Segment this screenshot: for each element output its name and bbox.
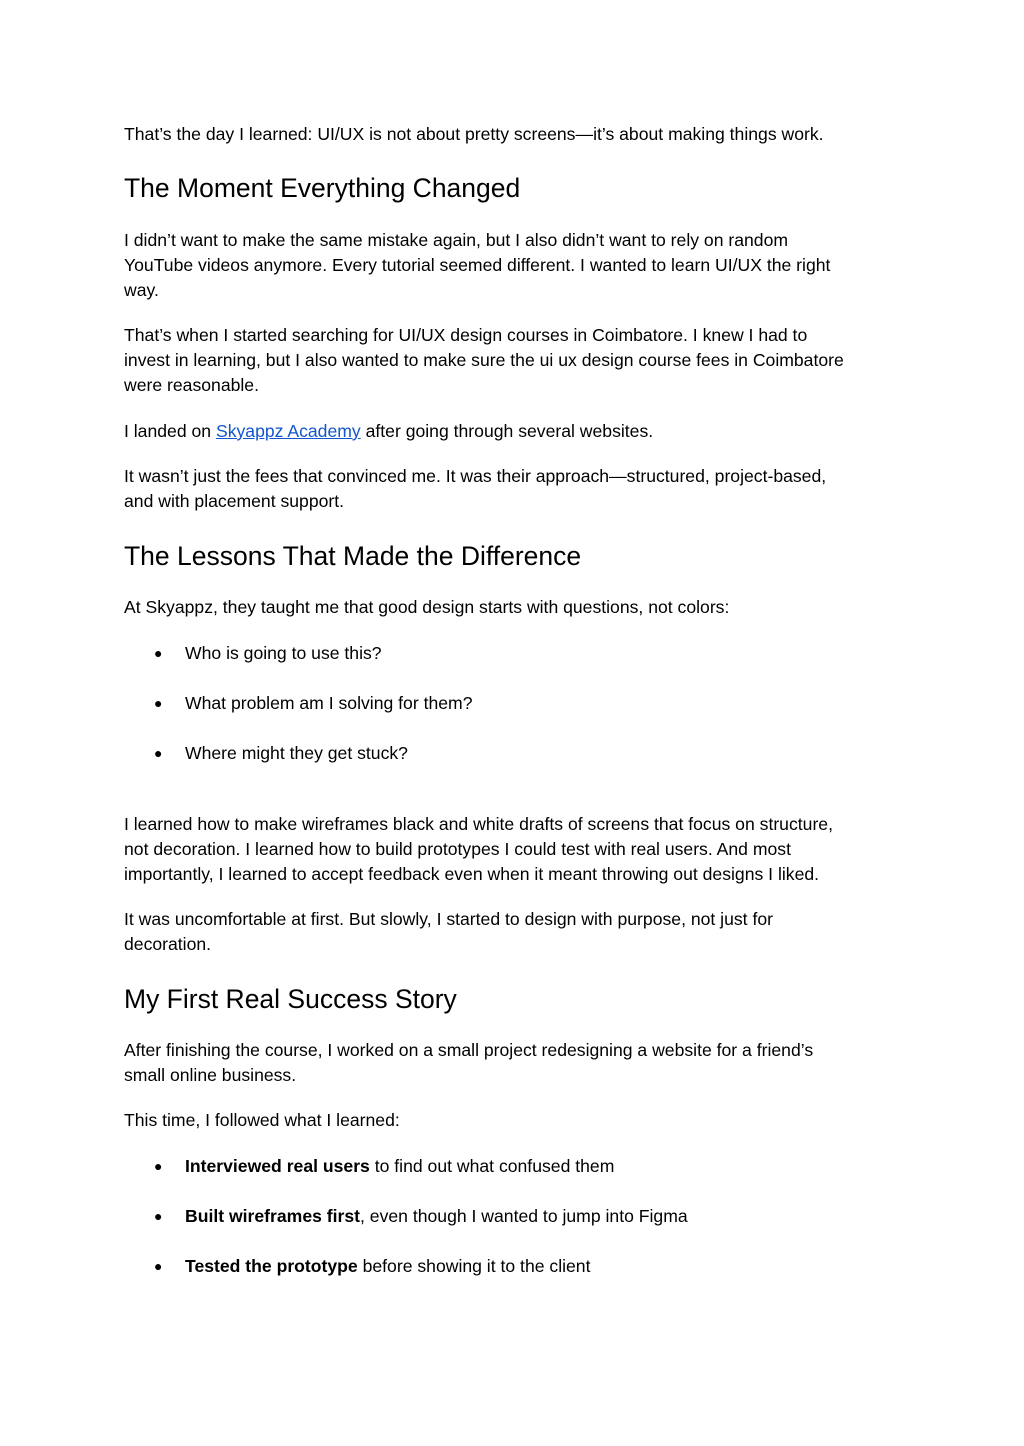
text-line: It wasn’t just the fees that convinced me. It was their approach—structured, project-based, bbox=[124, 466, 827, 486]
paragraph-landed-on bbox=[124, 419, 653, 444]
text-line: decoration. bbox=[124, 934, 212, 954]
text-line: After finishing the course, I worked on a small project redesigning a website for a friend’s bbox=[124, 1040, 814, 1060]
text-after-link: after going through several websites. bbox=[360, 421, 654, 441]
text-line: That’s when I started searching for UI/UX design courses in Coimbatore. I knew I had to bbox=[124, 325, 808, 345]
text-line: importantly, I learned to accept feedback even when it meant throwing out designs I liked. bbox=[124, 864, 820, 884]
text-line: invest in learning, but I also wanted to make sure the ui ux design course fees in Coimbatore bbox=[124, 350, 844, 370]
bullet-icon: ● bbox=[154, 1208, 163, 1224]
bold-text: Built wireframes first bbox=[185, 1206, 361, 1226]
text-line: I learned how to make wireframes black and white drafts of screens that focus on structure, bbox=[124, 814, 833, 834]
heading-lessons-difference: The Lessons That Made the Difference bbox=[124, 541, 582, 571]
heading-first-success-story: My First Real Success Story bbox=[124, 984, 457, 1014]
bullet-icon: ● bbox=[154, 645, 163, 661]
bullet-icon: ● bbox=[154, 695, 163, 711]
text-line: It was uncomfortable at first. But slowly, I started to design with purpose, not just for bbox=[124, 909, 773, 929]
paragraph-followed-learned: This time, I followed what I learned: bbox=[124, 1110, 400, 1130]
bold-text: Tested the prototype bbox=[185, 1256, 358, 1276]
text-line: YouTube videos anymore. Every tutorial seemed different. I wanted to learn UI/UX the right bbox=[124, 255, 831, 275]
list-item-text bbox=[185, 1254, 590, 1279]
list-item-text bbox=[185, 1154, 614, 1179]
skyappz-academy-link[interactable]: Skyappz Academy bbox=[215, 421, 361, 441]
text-line: were reasonable. bbox=[124, 375, 259, 395]
bullet-icon: ● bbox=[154, 1258, 163, 1274]
plain-text: before showing it to the client bbox=[357, 1256, 591, 1276]
bullet-icon: ● bbox=[154, 745, 163, 761]
paragraph-skyappz-taught: At Skyappz, they taught me that good design starts with questions, not colors: bbox=[124, 597, 730, 617]
list-item-text: Where might they get stuck? bbox=[185, 743, 408, 763]
text-line: small online business. bbox=[124, 1065, 297, 1085]
list-item-text: What problem am I solving for them? bbox=[185, 693, 473, 713]
text-line: I didn’t want to make the same mistake again, but I also didn’t want to rely on random bbox=[124, 230, 789, 250]
list-item-text bbox=[185, 1204, 688, 1229]
plain-text: , even though I wanted to jump into Figma bbox=[360, 1206, 688, 1226]
text-line: way. bbox=[124, 280, 159, 300]
intro-paragraph: That’s the day I learned: UI/UX is not about pretty screens—it’s about making things work. bbox=[124, 124, 824, 144]
heading-moment-everything-changed: The Moment Everything Changed bbox=[124, 173, 521, 203]
text-line: and with placement support. bbox=[124, 491, 345, 511]
bold-text: Interviewed real users bbox=[185, 1156, 370, 1176]
plain-text: to find out what confused them bbox=[369, 1156, 615, 1176]
text-before-link: I landed on bbox=[124, 421, 216, 441]
bullet-icon: ● bbox=[154, 1158, 163, 1174]
text-line: not decoration. I learned how to build prototypes I could test with real users. And most bbox=[124, 839, 791, 859]
list-item-text: Who is going to use this? bbox=[185, 643, 382, 663]
